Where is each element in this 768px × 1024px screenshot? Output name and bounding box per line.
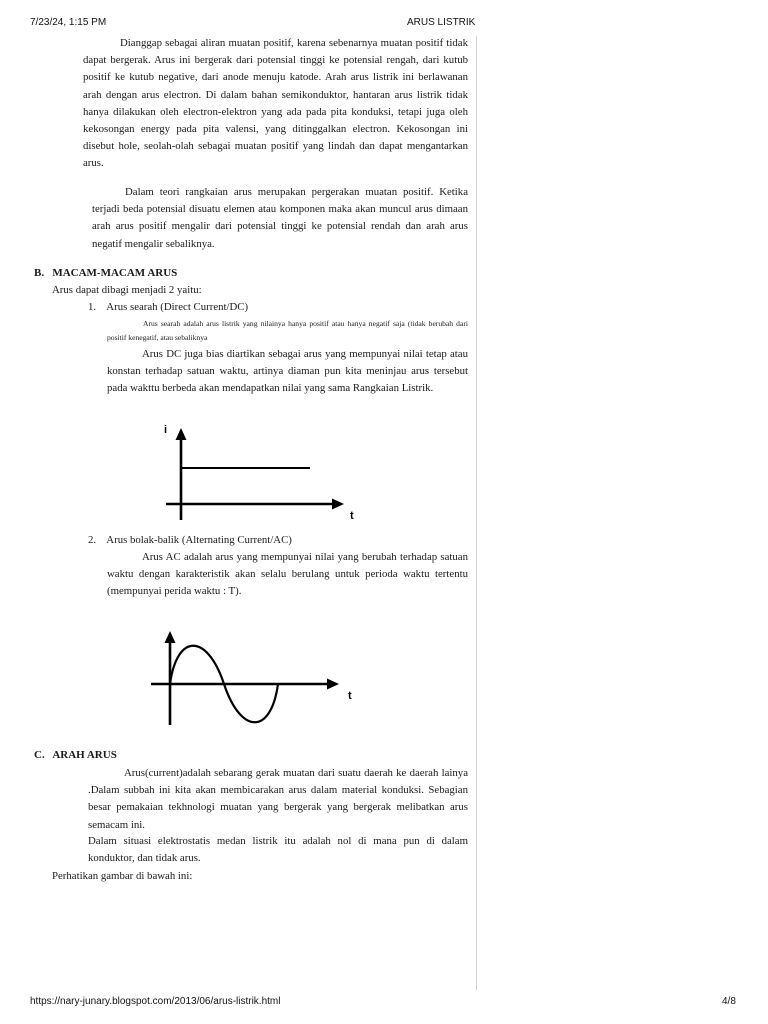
section-c-paragraph-1 (88, 765, 468, 834)
dc-body-text: Arus DC juga bias diartikan sebagai arus yang mempunyai nilai tetap atau konstan terhadap satuan waktu, artinya diaman pun kita meninjau arus tersebut pada wakttu berbeda akan mendapatkan nilai yang sama Rangkaian Listrik. (107, 348, 468, 395)
ac-item-title: 2. Arus bolak-balik (Alternating Current/AC) (88, 534, 292, 546)
ac-body-text: Arus AC adalah arus yang mempunyai nilai yang berubah terhadap satuan waktu dengan karakteristik akan selalu berulang untuk perioda waktu tertentu (mempunyai perida waktu : T). (107, 551, 468, 598)
ac-graph-x-label: t (348, 690, 352, 702)
section-c-paragraph-2-text: Dalam situasi elektrostatis medan listrik itu adalah nol di mana pun di dalam konduktor, dan tidak arus. (88, 835, 468, 865)
ac-graph-y-arrowhead (165, 631, 176, 643)
section-b-heading: B. MACAM-MACAM ARUS (34, 267, 178, 279)
dc-graph-x-arrowhead (332, 499, 344, 510)
section-c-heading: C. ARAH ARUS (34, 749, 117, 761)
intro-paragraph-2-text: Dalam teori rangkaian arus merupakan pergerakan muatan positif. Ketika terjadi beda potensial disuatu elemen atau komponen maka akan muncul arus dimaan arah arus positif mengalir dari potensial tinggi ke potensial rendah dan arah arus negatif mengalir sebaliknya. (92, 186, 468, 250)
dc-item-title: 1. Arus searah (Direct Current/DC) (88, 301, 249, 313)
header-title: ARUS LISTRIK (407, 17, 476, 28)
section-c-paragraph-3: Perhatikan gambar di bawah ini: (52, 870, 193, 882)
header-datetime: 7/23/24, 1:15 PM (30, 17, 107, 28)
dc-body-paragraph (107, 346, 468, 398)
dc-definition-note-text: Arus searah adalah arus listrik yang nilainya hanya positif atau hanya negatif saja (tidak berubah dari positif kenegatif, atau sebaliknya (107, 319, 468, 342)
dc-graph-y-arrowhead (176, 428, 187, 440)
footer-url[interactable]: https://nary-junary.blogspot.com/2013/06/arus-listrik.html (30, 996, 281, 1007)
dc-graph-y-label: i (164, 424, 168, 436)
dc-current-graph (150, 420, 370, 525)
intro-paragraph-2 (92, 184, 468, 253)
dc-graph-x-label: t (350, 510, 354, 522)
ac-body-paragraph (107, 549, 468, 601)
footer-page-number: 4/8 (722, 996, 736, 1007)
page-edge-divider (476, 36, 477, 990)
section-c-paragraph-2 (88, 833, 468, 867)
intro-paragraph-1-text: Dianggap sebagai aliran muatan positif, karena sebenarnya muatan positif tidak dapat bergerak. Arus ini bergerak dari potensial tinggi ke potensial rengah, dari kutub positif ke kutub negative, dari anode menuju katode. Arah arus listrik ini berlawanan arah dengan arus electron. Di dalam bahan semikonduktor, hantaran arus listrik tidak hanya dilakukan oleh electron-elektron yang ada pada pita konduksi, tetapi juga oleh kekosongan energy pada pita valensi, yang ditinggalkan electron. Kekosongan ini disebut hole, seolah-olah sebagai muatan positif yang lindah dan dapat mengantarkan arus. (83, 37, 468, 170)
dc-definition-note (107, 317, 468, 345)
intro-paragraph-1 (83, 35, 468, 173)
section-c-paragraph-1-text: Arus(current)adalah sebarang gerak muatan dari suatu daerah ke daerah lainya .Dalam subbah ini kita akan membicarakan arus dalam material konduksi. Sebagian besar pemakaian tekhnologi muatan yang bergerak yang bergerak melibatkan arus semacam ini. (88, 767, 468, 831)
section-b-lead: Arus dapat dibagi menjadi 2 yaitu: (52, 284, 202, 296)
ac-current-graph (145, 625, 375, 730)
ac-graph-x-arrowhead (327, 679, 339, 690)
